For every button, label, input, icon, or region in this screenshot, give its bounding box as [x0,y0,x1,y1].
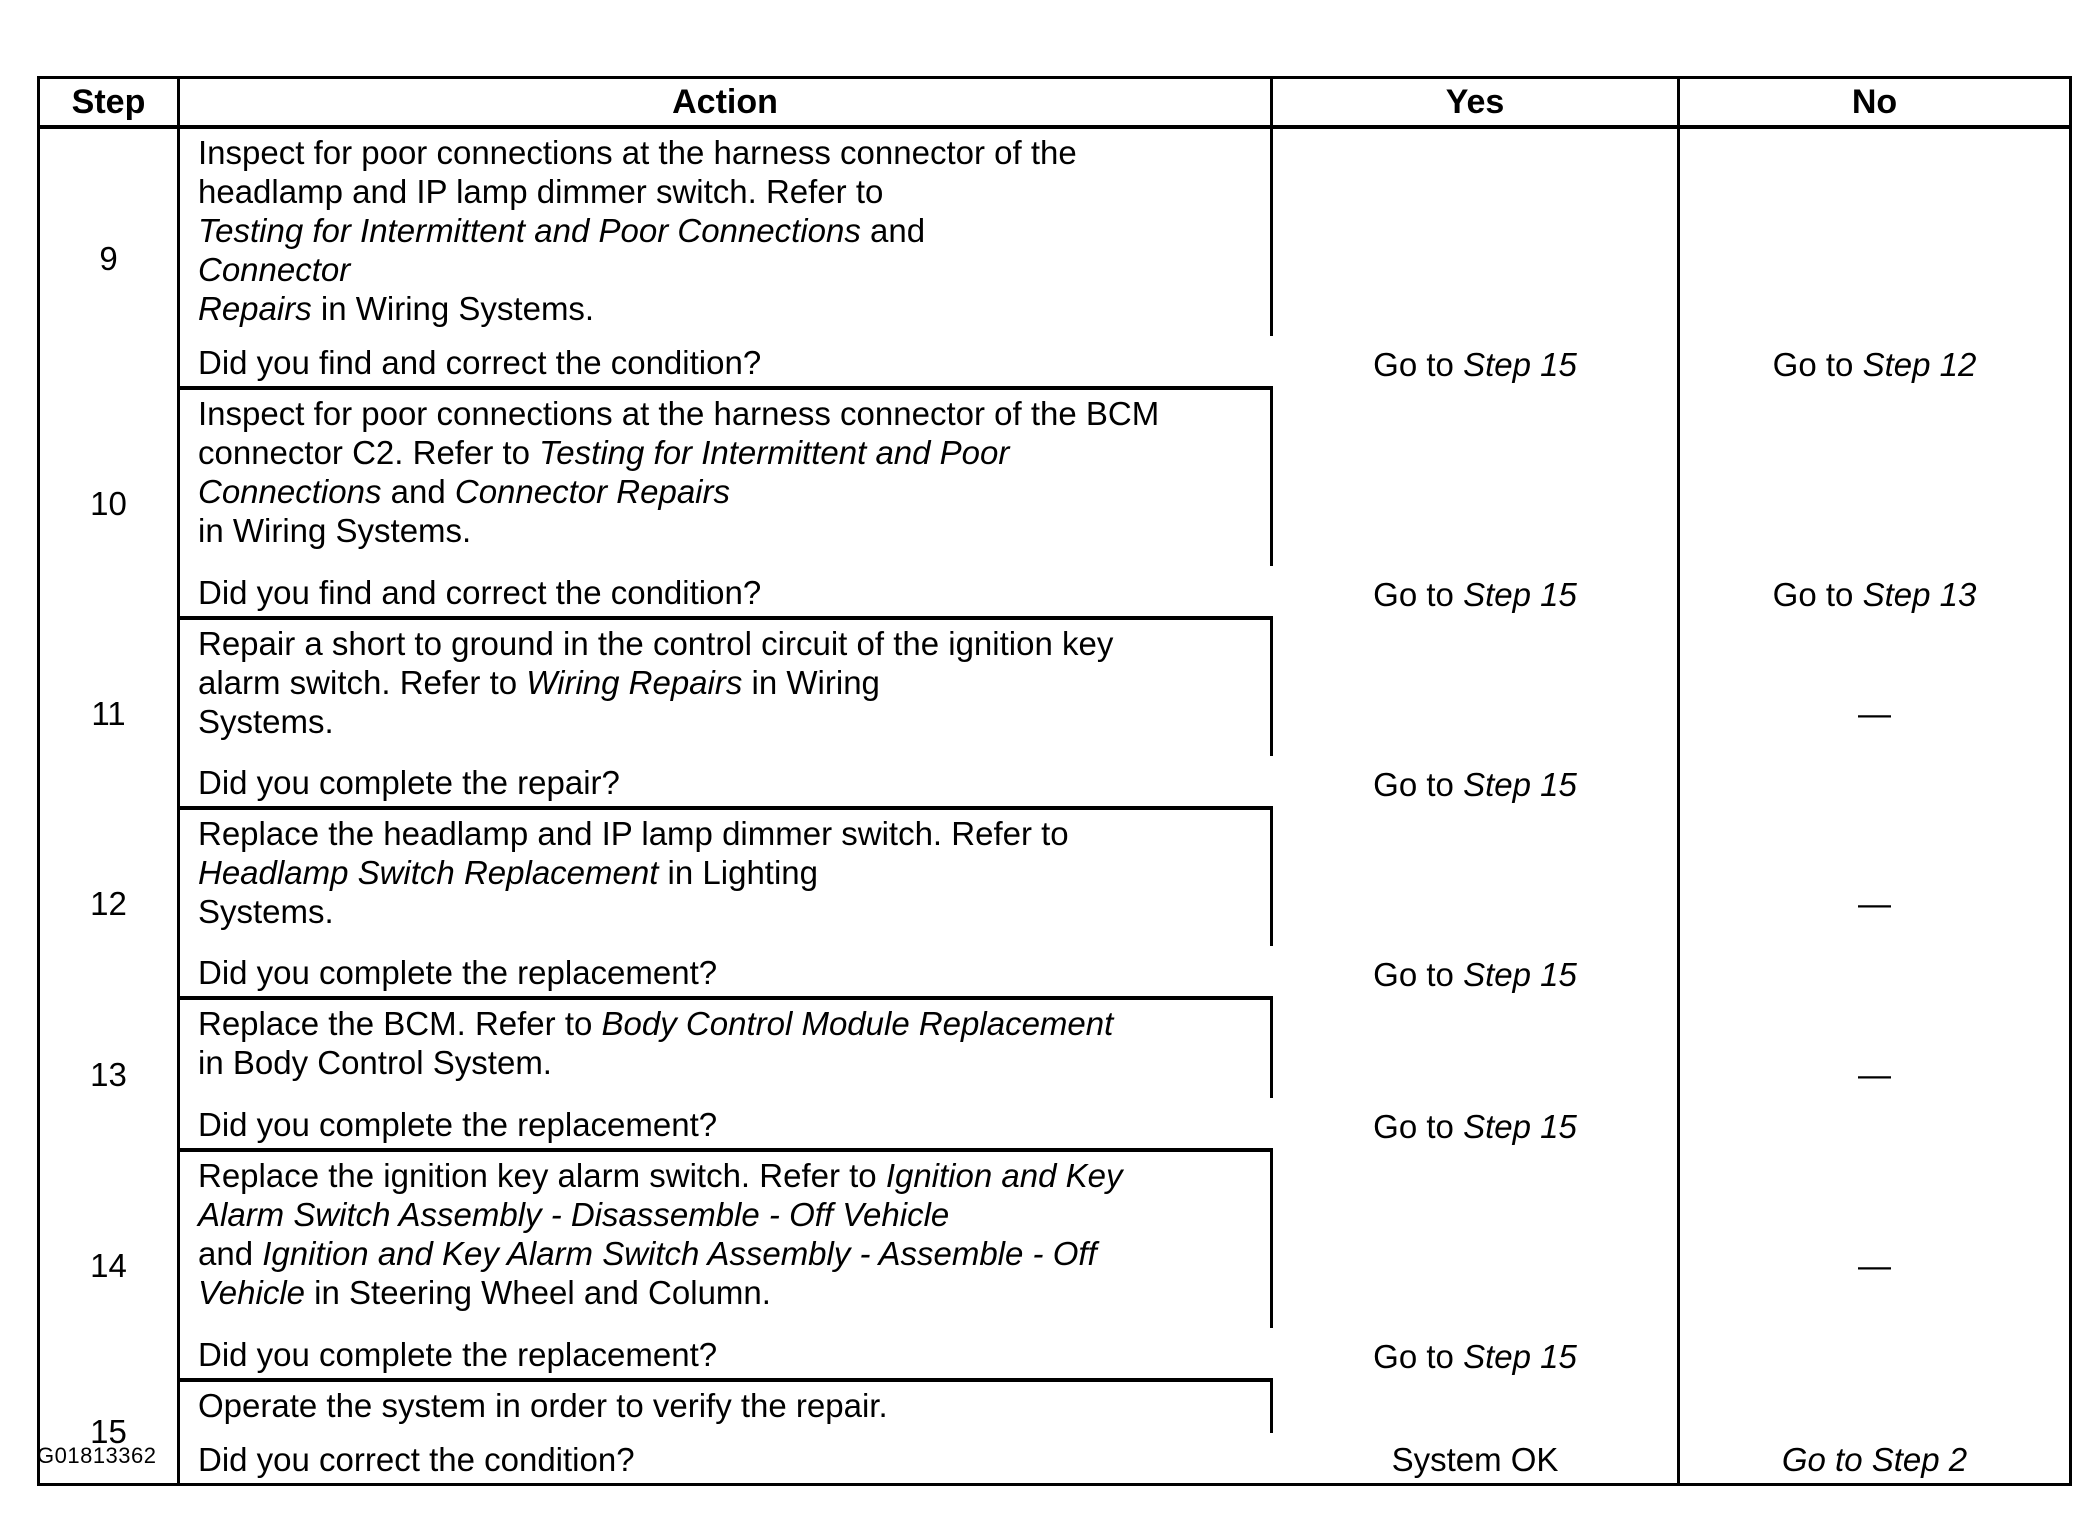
action-text: Inspect for poor connections at the harness connector of the headlamp and IP lamp dimmer switch. Refer to [198,134,1077,210]
question-text: Did you find and correct the condition? [179,336,1272,388]
no-result [1679,1380,2071,1485]
yes-result [1272,618,1679,808]
dash-text: — [1858,1055,1891,1093]
table-row [39,1380,2071,1433]
yes-result-text: Go to [1373,576,1464,613]
action-description [179,1150,1272,1328]
no-result-text: Go to [1772,346,1863,383]
dash-text: — [1858,884,1891,922]
action-text: and [860,212,926,249]
action-description [179,618,1272,756]
reference-link-text: Body Control Module Replacement [601,1005,1114,1042]
question-text: Did you complete the replacement? [179,1328,1272,1380]
question-text: Did you complete the repair? [179,756,1272,808]
no-result-text: Go to [1772,576,1863,613]
figure-id: G01813362 [37,1443,157,1468]
action-text: in Wiring Systems. [311,290,595,327]
reference-link-text: Headlamp Switch Replacement [198,854,659,891]
no-result-text: Step 13 [1862,576,1977,613]
yes-result-text: Go to [1373,1338,1464,1375]
header-yes: Yes [1272,78,1679,128]
yes-result-text: Step 15 [1463,766,1577,803]
yes-result-text: Step 15 [1463,956,1577,993]
header-row [39,78,2071,128]
yes-result-text: Go to [1373,956,1464,993]
action-text: Inspect for poor connections at the harness connector of the BCM connector C2. Refer to [198,395,1160,471]
reference-link-text: Connector Repairs [454,473,730,510]
no-result-dash [1679,618,2071,808]
action-text: in Body Control System. [198,1044,552,1081]
action-text: Replace the headlamp and IP lamp dimmer switch. Refer to [198,815,1069,852]
question-text: Did you complete the replacement? [179,1098,1272,1150]
yes-result-text: Go to [1373,1108,1464,1145]
yes-result-text: System OK [1391,1441,1559,1478]
action-text: and [381,473,455,510]
yes-result [1272,127,1679,388]
dash-text: — [1858,1246,1891,1284]
table-row [39,127,2071,336]
yes-result-text: Go to [1373,766,1464,803]
step-number: 15 [39,1380,179,1485]
action-text: Replace the BCM. Refer to [198,1005,602,1042]
header-step: Step [39,78,179,128]
diagnostic-table [37,76,2072,1486]
no-result-text: Go to Step 2 [1781,1441,1968,1478]
step-number: 12 [39,808,179,998]
reference-link-text: Ignition and Key Alarm Switch Assembly - Disassemble - Off Vehicle [198,1157,1123,1233]
no-result-dash [1679,1150,2071,1380]
table-row [39,808,2071,946]
no-result-dash [1679,998,2071,1150]
yes-result-text: Go to [1373,346,1464,383]
action-text: Replace the ignition key alarm switch. Refer to [198,1157,886,1194]
question-text: Did you find and correct the condition? [179,566,1272,618]
yes-result [1272,998,1679,1150]
no-result-dash [1679,808,2071,998]
action-description [179,388,1272,566]
action-text: and [198,1235,263,1272]
reference-link-text: Testing for Intermittent and Poor Connections [198,212,861,249]
header-action: Action [179,78,1272,128]
action-text: in Steering Wheel and Column. [305,1274,771,1311]
action-text: in Lighting Systems. [198,854,819,930]
reference-link-text: Connector Repairs [198,251,351,327]
action-text: in Wiring Systems. [198,664,880,740]
no-result-text: Step 12 [1862,346,1977,383]
action-description [179,998,1272,1098]
yes-result [1272,388,1679,618]
action-text: Operate the system in order to verify the repair. [198,1387,888,1424]
action-text: in Wiring Systems. [198,512,472,549]
table-row [39,998,2071,1098]
action-description [179,127,1272,336]
no-result [1679,127,2071,388]
step-number: 14 [39,1150,179,1380]
table-row [39,1150,2071,1328]
yes-result-text: Step 15 [1463,576,1577,613]
reference-link-text: Testing for Intermittent and Poor Connections [198,434,1010,510]
action-description [179,1380,1272,1433]
yes-result-text: Step 15 [1463,346,1577,383]
step-number: 13 [39,998,179,1150]
step-number: 11 [39,618,179,808]
yes-result [1272,1150,1679,1380]
yes-result-text: Step 15 [1463,1108,1577,1145]
question-text: Did you complete the replacement? [179,946,1272,998]
dash-text: — [1858,694,1891,732]
table-row [39,618,2071,756]
reference-link-text: Wiring Repairs [526,664,743,701]
question-text: Did you correct the condition? [198,1441,635,1478]
reference-link-text: Ignition and Key Alarm Switch Assembly - Assemble - Off Vehicle [198,1235,1097,1311]
no-result [1679,388,2071,618]
step-number: 9 [39,127,179,388]
table-row [39,388,2071,566]
yes-result [1272,1380,1679,1485]
header-no: No [1679,78,2071,128]
table-body [39,127,2071,1485]
action-description [179,808,1272,946]
action-text: Repair a short to ground in the control circuit of the ignition key alarm switch. Refer to [198,625,1114,701]
yes-result-text: Step 15 [1463,1338,1577,1375]
step-number: 10 [39,388,179,618]
yes-result [1272,808,1679,998]
